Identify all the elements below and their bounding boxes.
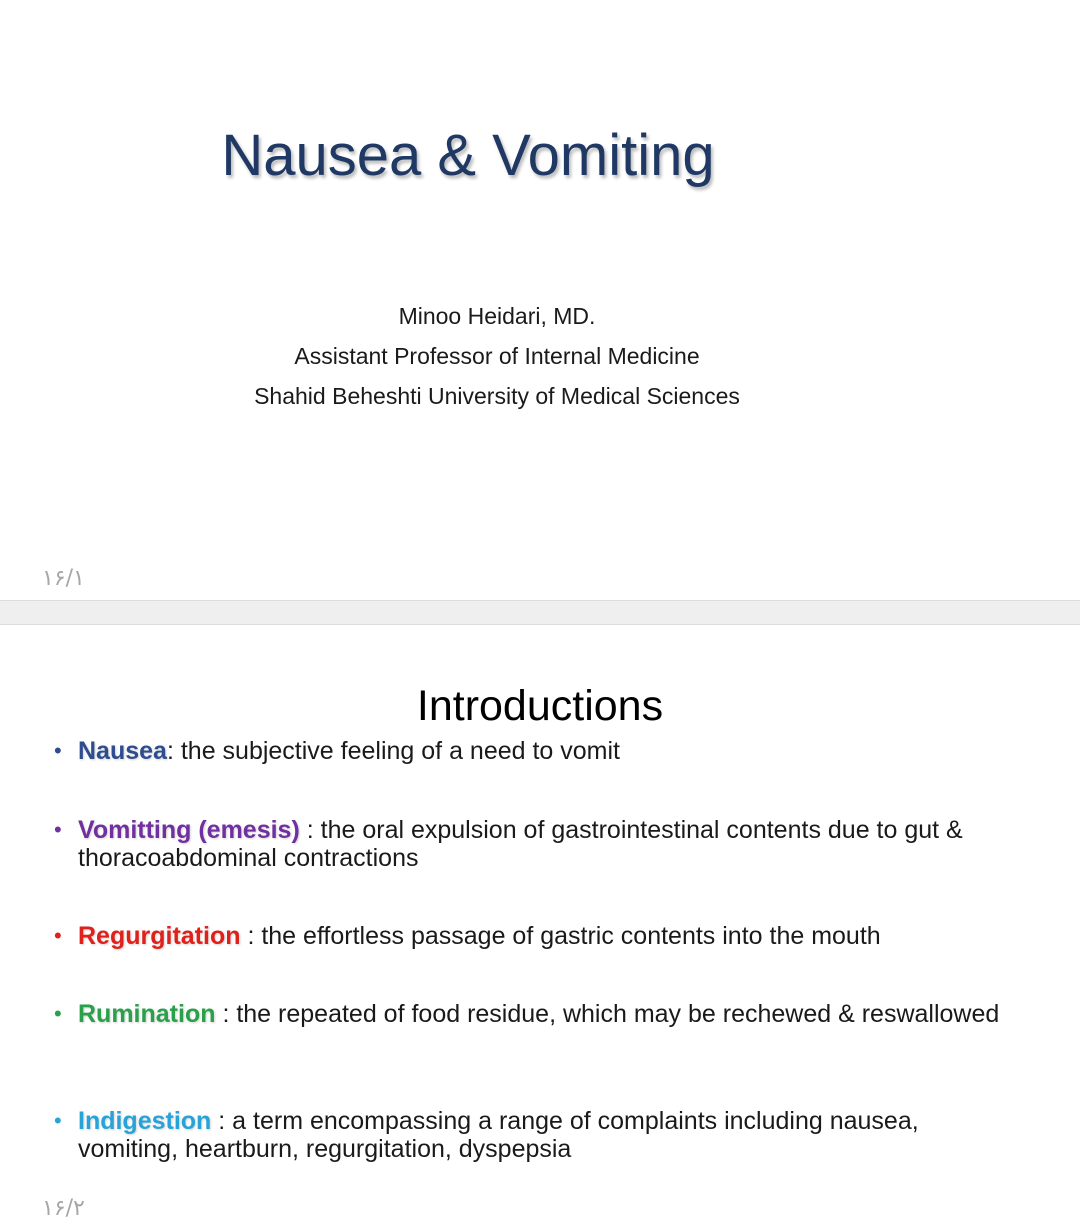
bullet-term: Vomitting (emesis) — [78, 816, 300, 844]
bullet-definition: : the oral expulsion of gastrointestinal contents due to gut & thoracoabdominal contractions — [78, 816, 963, 872]
bullet-term: Indigestion — [78, 1107, 212, 1135]
page-number: ۱۶/۱ — [42, 566, 85, 591]
bullet-term: Nausea — [78, 737, 167, 765]
bullet-icon: • — [54, 923, 62, 948]
slide-title: Introductions — [416, 682, 664, 730]
list-item — [54, 737, 1014, 765]
bullet-definition: : the subjective feeling of a need to vomit — [166, 737, 621, 765]
list-item — [54, 1000, 1014, 1028]
author-institution: Shahid Beheshti University of Medical Sciences — [254, 383, 740, 409]
author-position: Assistant Professor of Internal Medicine — [294, 343, 700, 369]
list-item — [54, 922, 1014, 950]
author-block — [0, 296, 994, 416]
slide-title: Nausea & Vomiting — [221, 123, 715, 188]
slide-separator — [0, 600, 1080, 625]
bullet-definition: : a term encompassing a range of complaints including nausea, vomiting, heartburn, regurgitation, dyspepsia — [78, 1107, 919, 1163]
bullet-icon: • — [54, 1108, 62, 1133]
page-number: ۱۶/۲ — [42, 1196, 85, 1221]
bullet-definition: : the effortless passage of gastric contents into the mouth — [240, 922, 881, 950]
list-item — [54, 1107, 1014, 1163]
bullet-icon: • — [54, 817, 62, 842]
bullet-icon: • — [54, 1001, 62, 1026]
bullet-definition: : the repeated of food residue, which may be rechewed & reswallowed — [215, 1000, 1000, 1028]
slide-1 — [0, 0, 1080, 600]
bullet-term: Rumination — [78, 1000, 216, 1028]
list-item — [54, 816, 1014, 872]
bullet-term: Regurgitation — [78, 922, 241, 950]
bullet-icon: • — [54, 738, 62, 763]
author-name: Minoo Heidari, MD. — [398, 303, 596, 329]
